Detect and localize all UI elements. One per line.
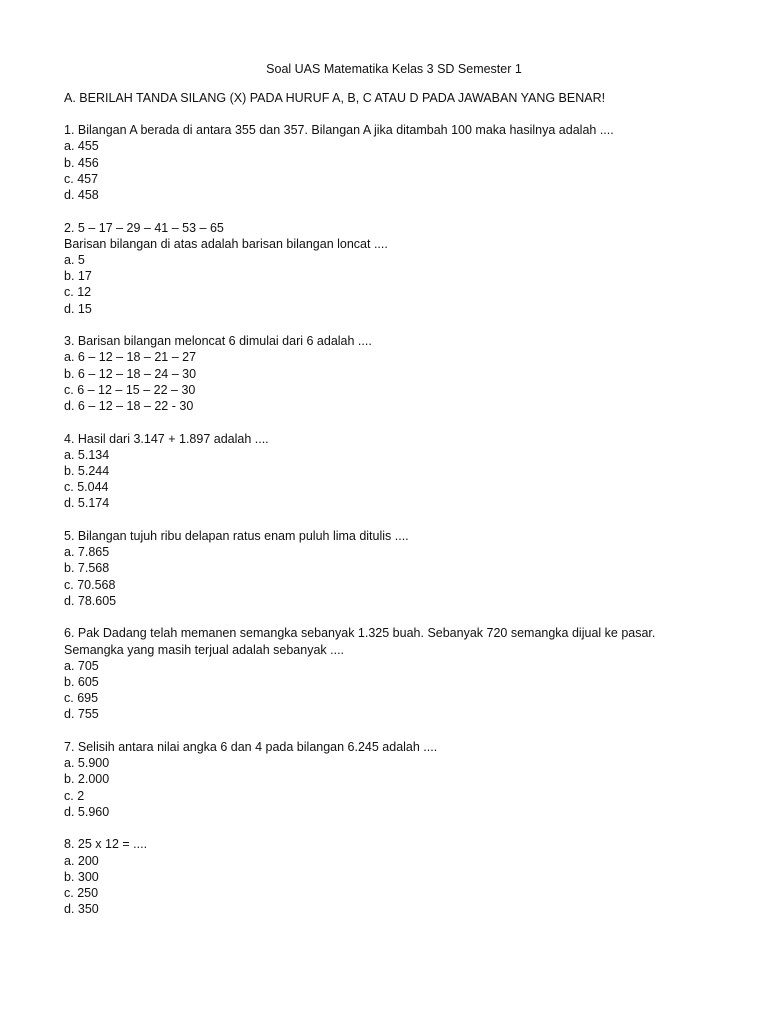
question-7 bbox=[64, 739, 724, 820]
question-text: Semangka yang masih terjual adalah sebanyak .... bbox=[64, 642, 345, 657]
answer-option: b. 2.000 bbox=[64, 772, 110, 787]
question-text: 8. 25 x 12 = .... bbox=[64, 837, 148, 852]
answer-option: a. 5 bbox=[64, 253, 85, 268]
answer-option: d. 5.174 bbox=[64, 496, 110, 511]
question-text: 1. Bilangan A berada di antara 355 dan 357. Bilangan A jika ditambah 100 maka hasilnya adalah .... bbox=[64, 123, 614, 138]
question-text: 6. Pak Dadang telah memanen semangka sebanyak 1.325 buah. Sebanyak 720 semangka dijual ke pasar. bbox=[64, 626, 656, 641]
question-text: Barisan bilangan di atas adalah barisan bilangan loncat .... bbox=[64, 236, 388, 251]
question-text: 4. Hasil dari 3.147 + 1.897 adalah .... bbox=[64, 431, 269, 446]
answer-option: b. 17 bbox=[64, 269, 92, 284]
answer-option: d. 350 bbox=[64, 902, 99, 917]
document-title: Soal UAS Matematika Kelas 3 SD Semester 1 bbox=[266, 62, 522, 76]
question-2 bbox=[64, 220, 724, 317]
answer-option: b. 6 – 12 – 18 – 24 – 30 bbox=[64, 366, 197, 381]
question-1 bbox=[64, 122, 724, 203]
question-4 bbox=[64, 431, 724, 512]
question-3 bbox=[64, 333, 724, 414]
answer-option: d. 78.605 bbox=[64, 593, 117, 608]
answer-option: a. 705 bbox=[64, 658, 99, 673]
answer-option: d. 6 – 12 – 18 – 22 - 30 bbox=[64, 399, 194, 414]
answer-option: b. 605 bbox=[64, 675, 99, 690]
answer-option: d. 5.960 bbox=[64, 804, 110, 819]
answer-option: c. 457 bbox=[64, 171, 99, 186]
answer-option: d. 15 bbox=[64, 301, 92, 316]
answer-option: a. 7.865 bbox=[64, 545, 110, 560]
question-text: 5. Bilangan tujuh ribu delapan ratus enam puluh lima ditulis .... bbox=[64, 529, 409, 544]
answer-option: d. 755 bbox=[64, 707, 99, 722]
answer-option: d. 458 bbox=[64, 188, 99, 203]
question-text: 3. Barisan bilangan meloncat 6 dimulai dari 6 adalah .... bbox=[64, 334, 372, 349]
answer-option: b. 7.568 bbox=[64, 561, 110, 576]
answer-option: a. 455 bbox=[64, 139, 99, 154]
question-text: 7. Selisih antara nilai angka 6 dan 4 pada bilangan 6.245 adalah .... bbox=[64, 740, 438, 755]
answer-option: c. 70.568 bbox=[64, 577, 116, 592]
question-text: 2. 5 – 17 – 29 – 41 – 53 – 65 bbox=[64, 220, 224, 235]
question-8 bbox=[64, 836, 724, 917]
document-page bbox=[64, 61, 724, 934]
question-6 bbox=[64, 625, 724, 722]
answer-option: a. 200 bbox=[64, 853, 99, 868]
answer-option: a. 6 – 12 – 18 – 21 – 27 bbox=[64, 350, 197, 365]
answer-option: c. 6 – 12 – 15 – 22 – 30 bbox=[64, 382, 196, 397]
answer-option: c. 12 bbox=[64, 285, 92, 300]
question-5 bbox=[64, 528, 724, 609]
section-instruction: A. BERILAH TANDA SILANG (X) PADA HURUF A, B, C ATAU D PADA JAWABAN YANG BENAR! bbox=[64, 91, 606, 105]
answer-option: a. 5.900 bbox=[64, 756, 110, 771]
answer-option: c. 250 bbox=[64, 886, 99, 901]
answer-option: c. 2 bbox=[64, 788, 85, 803]
answer-option: b. 300 bbox=[64, 869, 99, 884]
answer-option: a. 5.134 bbox=[64, 447, 110, 462]
answer-option: b. 5.244 bbox=[64, 464, 110, 479]
answer-option: c. 5.044 bbox=[64, 480, 109, 495]
answer-option: c. 695 bbox=[64, 691, 99, 706]
answer-option: b. 456 bbox=[64, 155, 99, 170]
